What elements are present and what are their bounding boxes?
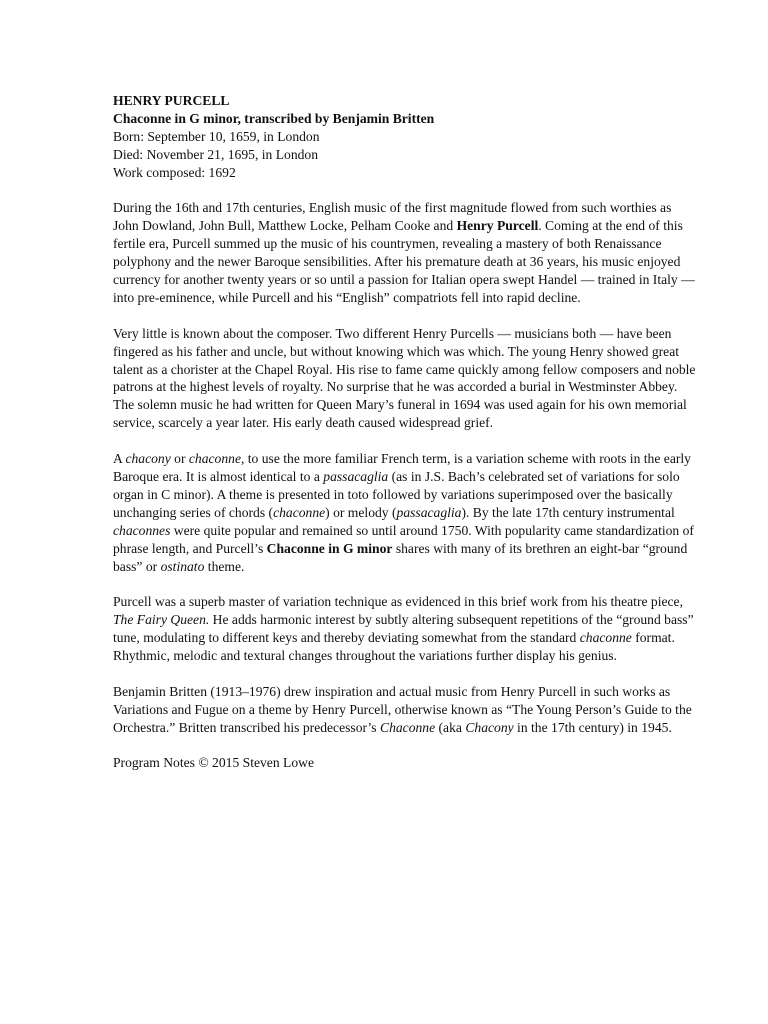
paragraph-britten: Benjamin Britten (1913–1976) drew inspiration and actual music from Henry Purcell in such works as Variations and Fugue on a theme by Henry Purcell, otherwise known as “The Young Person’s Guide to the Orchestra.” Britten transcribed his predecessor’s Chaconne (aka Chacony in the 17th century) in 1945. [113, 683, 692, 735]
composer-name-bold: Henry Purcell [456, 218, 539, 234]
composition-date: Work composed: 1692 [113, 164, 236, 180]
composer-name: HENRY PURCELL [113, 93, 230, 108]
copyright-credit: Program Notes © 2015 Steven Lowe [113, 755, 314, 771]
work-title-bold: Chaconne in G minor [266, 540, 393, 556]
work-title: Chaconne in G minor, transcribed by Benjamin Britten [113, 110, 435, 126]
paragraph-biography: Very little is known about the composer. Two different Henry Purcells — musicians both — have been fingered as his father and uncle, but without knowing which was which. The young Henry showed great talent as a chorister at the Chapel Royal. His rise to fame came quickly among fellow composers and noble patrons at the highest levels of royalty. No surprise that he was accorded a burial in Westminster Abbey. The solemn music he had written for Queen Mary’s funeral in 1694 was used again for his own memorial service, scarcely a year later. His early death caused widespread grief. [113, 325, 696, 431]
death-info: Died: November 21, 1695, in London [113, 146, 319, 162]
paragraph-history: During the 16th and 17th centuries, English music of the first magnitude flowed from such worthies as John Dowland, John Bull, Matthew Locke, Pelham Cooke and Henry Purcell. Coming at the end of this fertile era, Purcell summed up the music of his countrymen, revealing a mastery of both Renaissance polyphony and the newer Baroque sensibilities. After his premature death at 36 years, his music enjoyed currency for another twenty years or so until a passion for Italian opera swept Handel — trained in Italy — into pre-eminence, while Purcell and his “English” compatriots fell into rapid decline. [113, 200, 695, 305]
work-header [113, 92, 699, 182]
paragraph-variation-technique: Purcell was a superb master of variation technique as evidenced in this brief work from his theatre piece, The Fairy Queen. He adds harmonic interest by subtly altering subsequent repetitions of the “ground bass” tune, modulating to different keys and thereby deviating somewhat from the standard chaconne format. Rhythmic, melodic and textural changes throughout the variations further display his genius. [113, 594, 694, 664]
birth-info: Born: September 10, 1659, in London [113, 128, 320, 144]
program-notes-page [113, 92, 699, 772]
paragraph-chaconne-form: A chacony or chaconne, to use the more familiar French term, is a variation scheme with roots in the early Baroque era. It is almost identical to a passacaglia (as in J.S. Bach’s celebrated set of variations for solo organ in C minor). A theme is presented in toto followed by variations superimposed over the basically unchanging series of chords (chaconne) or melody (passacaglia). By the late 17th century instrumental chaconnes were quite popular and remained so until around 1750. With popularity came standardization of phrase length, and Purcell’s Chaconne in G minor shares with many of its brethren an eight-bar “ground bass” or ostinato theme. [113, 451, 694, 574]
